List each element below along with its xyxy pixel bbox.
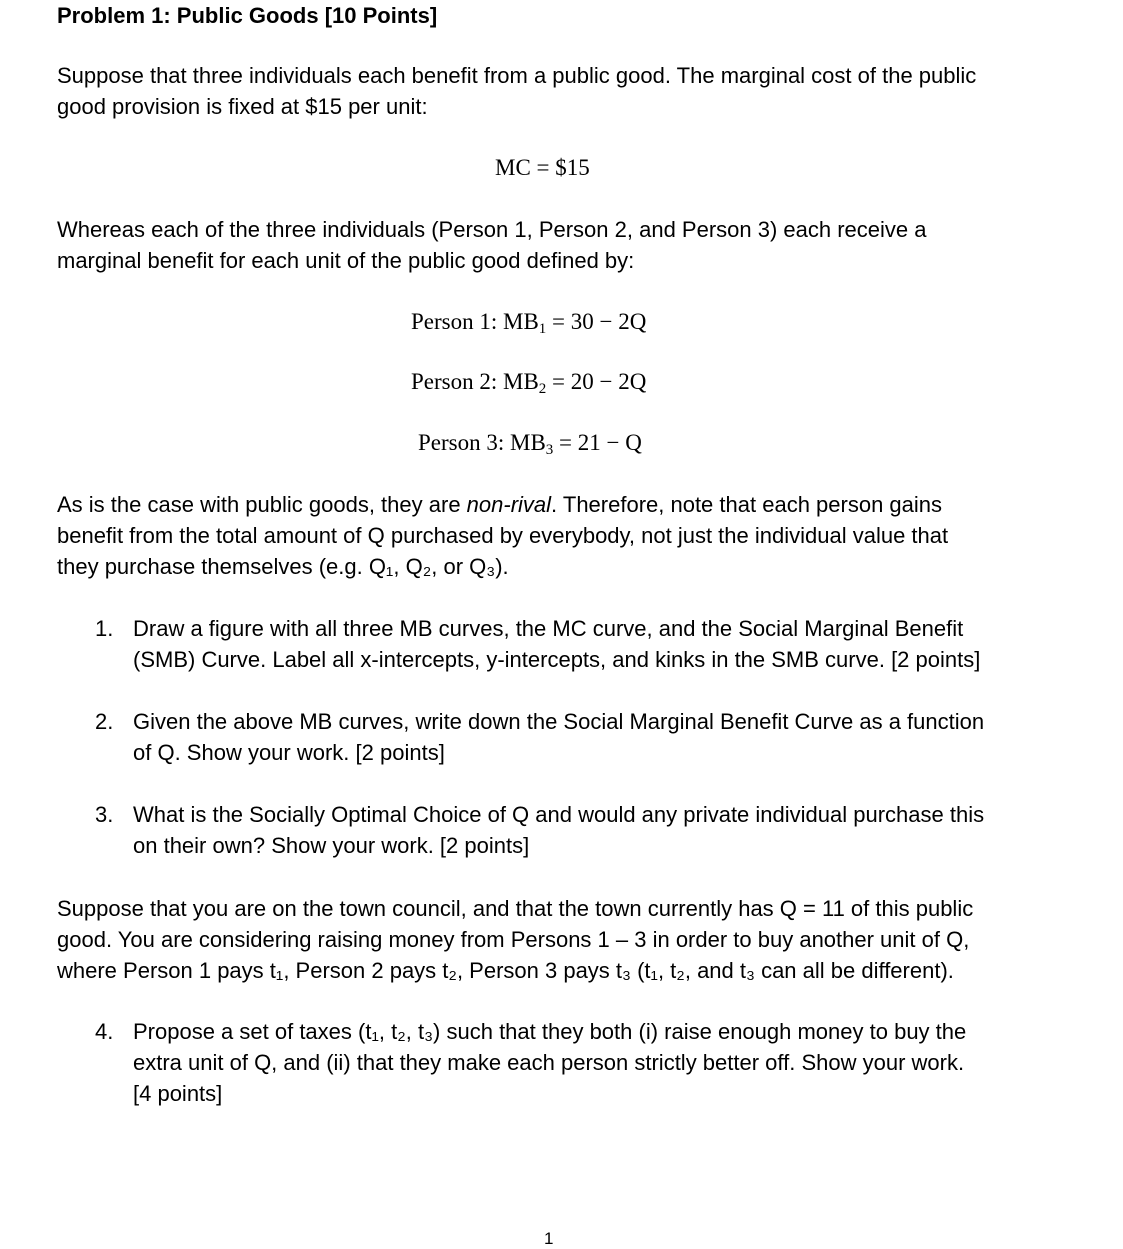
intro-paragraph [57,60,1057,122]
problem-title: Problem 1: Public Goods [10 Points] [57,3,438,28]
question-number: 3. [95,802,114,827]
question-text [133,799,984,861]
question-line: of Q. Show your work. [2 points] [133,740,445,765]
mb-equation-rhs: = 21 − Q [553,430,642,455]
nonrival-line-1 [57,489,1057,520]
nonrival-paragraph [57,489,1057,582]
mc-equation: MC = $15 [495,155,590,180]
nonrival-line-1-end: . Therefore, note that each person gains [551,492,943,517]
mb-equation-subscript: 2 [538,381,547,397]
question-text [133,1016,966,1109]
mb-equation-subscript: 3 [545,442,554,458]
question-text [133,706,984,768]
question-text [133,613,980,675]
question-line: on their own? Show your work. [2 points] [133,833,530,858]
mb-intro-line-2: marginal benefit for each unit of the public good defined by: [57,248,635,273]
mb-equation-rhs: = 20 − 2Q [546,369,647,394]
mb-equation-rhs: = 30 − 2Q [546,309,647,334]
question-line: What is the Socially Optimal Choice of Q and would any private individual purchase this [133,802,985,827]
question-line: (SMB) Curve. Label all x-intercepts, y-intercepts, and kinks in the SMB curve. [2 points] [133,647,981,672]
page-number: 1 [544,1229,554,1248]
council-line-3: where Person 1 pays t₁, Person 2 pays t₂, Person 3 pays t₃ (t₁, t₂, and t₃ can all be different). [57,958,954,983]
mb-intro-paragraph [57,214,1057,276]
question-line: Given the above MB curves, write down the Social Marginal Benefit Curve as a function [133,709,985,734]
nonrival-emphasis: non-rival [466,492,552,517]
intro-line-2: good provision is fixed at $15 per unit: [57,94,428,119]
mb-equation-prefix: Person 3: MB [418,430,546,455]
nonrival-line-1-start: As is the case with public goods, they are [57,492,467,517]
question-line: Propose a set of taxes (t₁, t₂, t₃) such that they both (i) raise enough money to buy the [133,1019,967,1044]
mb-equation-subscript: 1 [538,321,547,337]
question-number: 1. [95,616,114,641]
mb-equation-person-1 [411,308,646,336]
question-number: 4. [95,1019,114,1044]
mb-equation-person-2 [411,368,646,396]
question-line: extra unit of Q, and (ii) that they make each person strictly better off. Show your work. [133,1050,965,1075]
question-number: 2. [95,709,114,734]
question-line: Draw a figure with all three MB curves, the MC curve, and the Social Marginal Benefit [133,616,964,641]
mb-equation-prefix: Person 2: MB [411,369,539,394]
intro-line-1: Suppose that three individuals each benefit from a public good. The marginal cost of the public [57,63,977,88]
mb-equation-prefix: Person 1: MB [411,309,539,334]
mb-intro-line-1: Whereas each of the three individuals (Person 1, Person 2, and Person 3) each receive a [57,217,927,242]
council-paragraph [57,893,1057,986]
council-line-2: good. You are considering raising money from Persons 1 – 3 in order to buy another unit of Q, [57,927,970,952]
mb-equation-person-3 [418,429,642,457]
council-line-1: Suppose that you are on the town council, and that the town currently has Q = 11 of this public [57,896,974,921]
nonrival-line-2: benefit from the total amount of Q purchased by everybody, not just the individual value that [57,523,949,548]
question-line: [4 points] [133,1081,223,1106]
nonrival-line-3: they purchase themselves (e.g. Q₁, Q₂, or Q₃). [57,554,509,579]
